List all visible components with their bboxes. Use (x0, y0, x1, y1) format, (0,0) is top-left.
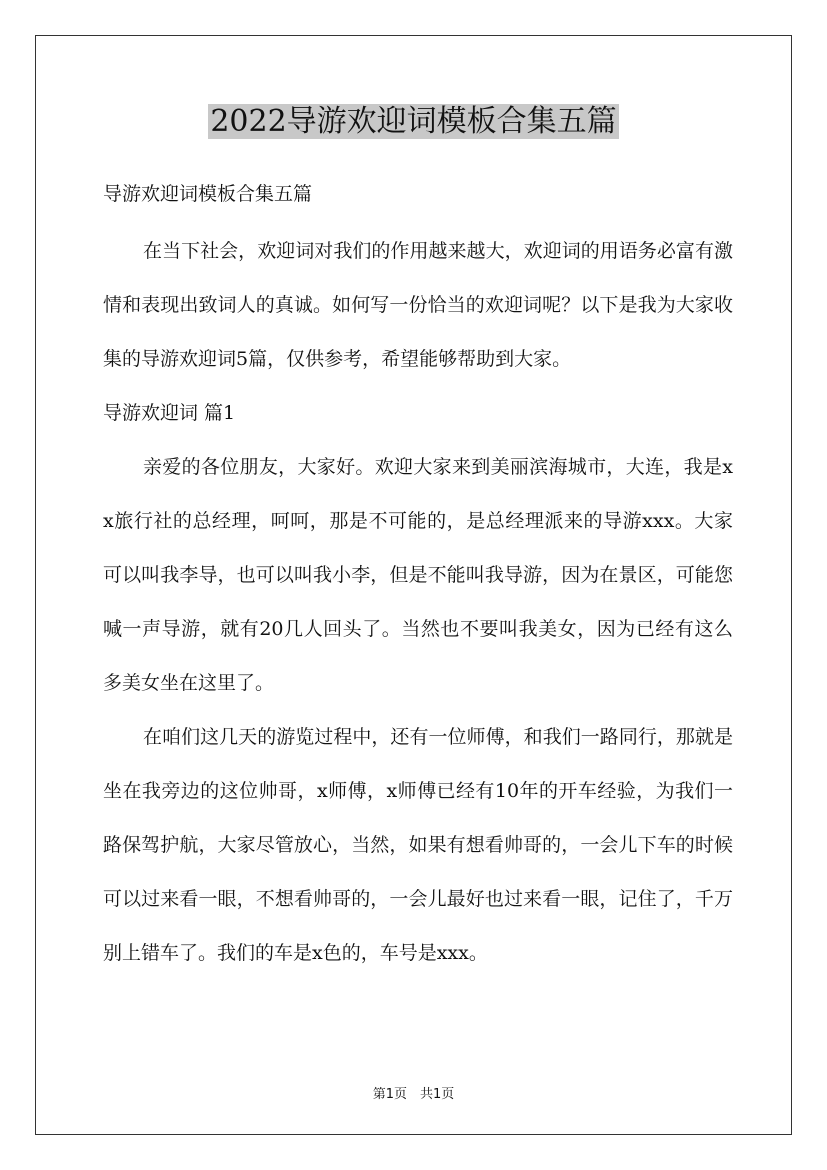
body-paragraph-1: 亲爱的各位朋友，大家好。欢迎大家来到美丽滨海城市，大连，我是xx旅行社的总经理，呵呵，那是不可能的，是总经理派来的导游xxx。大家可以叫我李导，也可以叫我小李，但是不能叫我导游，因为在景区，可能您喊一声导游，就有20几人回头了。当然也不要叫我美女，因为已经有这么多美女坐在这里了。 (103, 456, 733, 694)
document-title-wrapper (0, 100, 827, 144)
section-heading: 导游欢迎词 篇1 (103, 402, 236, 424)
document-body (103, 176, 733, 980)
page-footer: 第1页 共1页 (372, 1087, 455, 1102)
intro-paragraph: 在当下社会，欢迎词对我们的作用越来越大，欢迎词的用语务必富有激情和表现出致词人的真诚。如何写一份恰当的欢迎词呢？以下是我为大家收集的导游欢迎词5篇，仅供参考，希望能够帮助到大家。 (103, 240, 733, 370)
document-subtitle: 导游欢迎词模板合集五篇 (103, 183, 313, 205)
body-paragraph-2: 在咱们这几天的游览过程中，还有一位师傅，和我们一路同行，那就是坐在我旁边的这位帅哥，x师傅，x师傅已经有10年的开车经验，为我们一路保驾护航，大家尽管放心，当然，如果有想看帅哥的，一会儿下车的时候可以过来看一眼，不想看帅哥的，一会儿最好也过来看一眼，记住了，千万别上错车了。我们的车是x色的，车号是xxx。 (103, 726, 733, 964)
document-title: 2022导游欢迎词模板合集五篇 (210, 104, 617, 139)
